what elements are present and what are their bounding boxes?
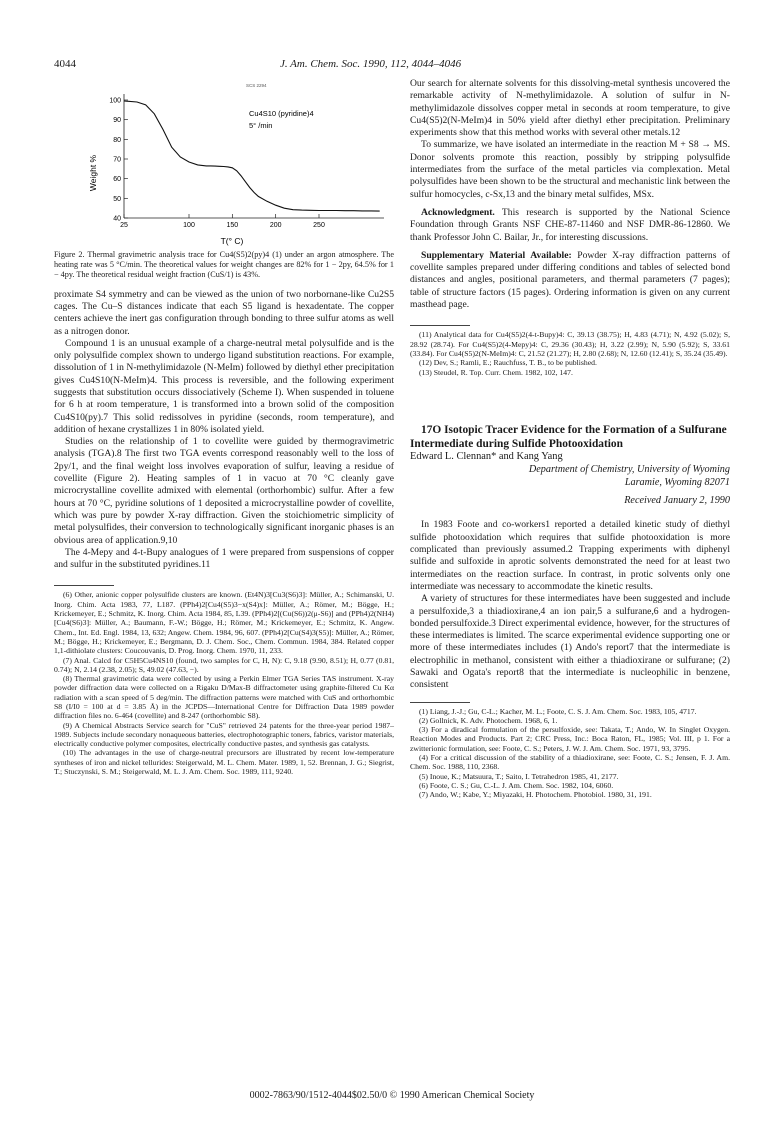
article-footnotes	[410, 707, 730, 800]
right-paragraph-1: Our search for alternate solvents for this dissolving-metal synthesis uncovered the remarkable activity of N-methylimidazole. A solution of sulfur in N-methylimidazole dissolves copper metal in seconds at room temperature, to give Cu4(S5)2(N-MeIm)4 in 50% yield after diethyl ether precipitation. Preliminary experiments show that this method works with several other metals.12	[410, 78, 730, 139]
right-paragraph-2: To summarize, we have isolated an intermediate in the reaction M + S8 → MS. Donor solvents promote this reaction, possibly by stripping polysulfide intermediates from the surface of the metal particles via complexation. Metal polysulfides have been shown to be the structural and mechanistic link between the sulfur homocycles, c-Sx,13 and the binary metal sulfides, MSx.	[410, 139, 730, 200]
chart-legend-line-2: 5° /min	[249, 121, 273, 130]
left-paragraph-1: proximate S4 symmetry and can be viewed as the union of two norbornane-like Cu2S5 cages. The Cu–S distances indicate that each S5 ligand is hexadentate. The copper centers achieve the inert gas configuration through bonding to three sulfur atoms as well as a nitrogen donor.	[54, 288, 394, 337]
chart-xlabel: T(° C)	[220, 236, 244, 246]
received-date: Received January 2, 1990	[624, 495, 730, 507]
x-tick-label: 250	[313, 222, 325, 229]
x-tick-label: 200	[269, 222, 282, 229]
footnote-6: (6) Other, anionic copper polysulfide clusters are known. (Et4N)3[Cu3(S6)3]: Müller, A.; Schimanski, U. Inorg. Chim. Acta 1983, 77, L187. (PPh4)2[Cu4(S5)3−x(S4)x]: Müller, A.; Römer, M.; Bögge, H.; Krickemeyer, E.; Schmitz, K. Inorg. Chim. Acta 1984, 85, L39. (PPh4)2[(Cu(S6))2(μ-S6)] and (PPh4)2(NH4)[Cu4(S6)3]: Müller, A.; Baumann, F.-W.; Bögge, H.; Römer, M.; Krickemeyer, E.; Schmitz, K. Angew. Chem., Int. Ed. Engl. 1984, 13, 632; Angew. Chem. 1984, 96, 607. (PPh4)2[Cu(S4)3(S5)]: Müller, A.; Römer, M.; Bögge, H.; Krickemeyer, E.; Bergmann, D. J. Chem. Soc., Chem. Commun. 1984, 384. Related copper 1,1-dithiolate clusters: Coucouvanis, D. Prog. Inorg. Chem. 1970, 11, 233.	[54, 590, 394, 656]
acknowledgment-text: This research is supported by the National Science Foundation through Grants NSF CHE-87-11460 and NSF DMR-86-12860. We thank Professor John C. Bailar, Jr., for interesting discussions.	[410, 206, 730, 243]
acknowledgment-heading: Acknowledgment.	[421, 206, 495, 218]
chart-legend-line-1: Cu4S10 (pyridine)4	[249, 109, 314, 118]
footnote-rule	[410, 325, 470, 326]
right-footnotes	[410, 330, 730, 376]
y-tick-label: 90	[113, 117, 121, 125]
footnote-rule	[410, 702, 470, 703]
acknowledgment	[410, 207, 730, 244]
left-paragraph-4: The 4-Mepy and 4-t-Bupy analogues of 1 were prepared from suspensions of copper and sulfur in the substituted pyridines.11	[54, 546, 394, 571]
article-footnote-1: (1) Liang, J.-J.; Gu, C-L.; Kacher, M. L.; Foote, C. S. J. Am. Chem. Soc. 1983, 105, 4717.	[419, 706, 697, 716]
article-footnote-7: (7) Ando, W.; Kabe, Y.; Miyazaki, H. Photochem. Photobiol. 1980, 31, 191.	[419, 790, 652, 800]
figure-caption: Figure 2. Thermal gravimetric analysis trace for Cu4(S5)2(py)4 (1) under an argon atmosphere. The heating rate was 5 °C/min. The theoretical values for weight changes are 82% for 1 − 2py, 64.5% for 1 − 4py. The theoretical residual weight fraction (CuS/1) is 43%.	[54, 250, 394, 280]
article-footnote-4: (4) For a critical discussion of the stability of a thiadioxirane, see: Foote, C. S.; Jensen, F. J. Am. Chem. Soc. 1988, 110, 2368.	[410, 753, 730, 772]
page-footer: 0002-7863/90/1512-4044$02.50/0 © 1990 American Chemical Society	[249, 1090, 535, 1101]
footnote-8: (8) Thermal gravimetric data were collected by using a Perkin Elmer TGA Series TAS instrument. X-ray powder diffraction data were collected on a Rigaku D/Max-B diffractometer using graphite-filtered Cu Kα radiation with a scan speed of 5 deg/min. The diffraction patterns were matched with CuS and orthorhombic S8 (I/I0 = 100 at d = 3.85 Å) in the JCPDS—International Centre for Diffraction Data 1989 powder diffraction files no. 6-464 (covellite) and 8-247 (orthorhombic S8).	[54, 674, 394, 721]
supplementary-text: Powder X-ray diffraction patterns of covellite samples prepared under differing conditions and tables of selected bond distances and angles, positional parameters, and thermal parameters (7 pages); table of structure factors (15 pages). Ordering information is given on any current masthead page.	[410, 249, 731, 311]
chart-stamp: SCS 2294	[246, 83, 267, 88]
page-number: 4044	[54, 58, 76, 70]
y-tick-label: 50	[113, 195, 121, 203]
x-tick-label: 150	[226, 222, 239, 229]
footnote-9: (9) A Chemical Abstracts Service search for "CuS" retrieved 24 patents for the three-year period 1987–1989. Subjects include secondary nonaqueous batteries, electrophotographic toners, fabrics, varistor materials, electrically conductive polymer composites, electrically conductive pastes, and synthesis gas catalysts.	[54, 720, 394, 749]
y-tick-label: 40	[113, 215, 121, 223]
article-paragraph-1: In 1983 Foote and co-workers1 reported a detailed kinetic study of diethyl sulfide photooxidation which requires that sulfide photooxidation is more complicated than previously assumed.2 Trapping experiments with diphenyl sulfide and sulfoxide in aprotic solvents demonstrated the need for at least two intermediates on the reaction surface. In contrast, in protic solvents only one intermediate was necessary to accommodate the kinetic results.	[410, 519, 730, 592]
supplementary-heading: Supplementary Material Available:	[421, 249, 572, 261]
article-footnote-2: (2) Gollnick, K. Adv. Photochem. 1968, 6, 1.	[419, 715, 558, 725]
affiliation-line-1: Department of Chemistry, University of Wyoming	[528, 464, 730, 476]
footnote-12: (12) Dev, S.; Ramli, E.; Rauchfuss, T. B., to be published.	[419, 358, 597, 368]
x-tick-label: 100	[183, 222, 195, 229]
right-column	[410, 78, 730, 800]
journal-header: J. Am. Chem. Soc. 1990, 112, 4044–4046	[280, 58, 462, 70]
footnote-13: (13) Steudel, R. Top. Curr. Chem. 1982, 102, 147.	[419, 367, 573, 377]
chart-ylabel: Weight %	[88, 154, 98, 192]
article-title: 17O Isotopic Tracer Evidence for the Formation of a Sulfurane Intermediate during Sulfide Photooxidation	[410, 423, 727, 450]
footnote-7: (7) Anal. Calcd for C5H5Cu4NS10 (found, two samples for C, H, N): C, 9.18 (9.90, 8.51); H, 0.77 (0.81, 0.74); N, 2.14 (2.38, 2.05); S, 49.02 (47.63, −).	[54, 655, 394, 674]
left-column	[54, 78, 394, 776]
article-authors: Edward L. Clennan* and Kang Yang	[410, 450, 563, 462]
footnote-rule	[54, 585, 114, 586]
left-footnotes	[54, 590, 394, 776]
supplementary-material	[410, 250, 730, 311]
y-tick-label: 100	[109, 97, 121, 105]
y-tick-label: 70	[113, 156, 121, 164]
article-paragraph-2: A variety of structures for these intermediates have been suggested and include a persulfoxide,3 a thiadioxirane,4 an ion pair,5 a sulfurane,6 and a hydrogen-bonded persulfoxide.3 Direct experimental evidence, however, for the structures of these intermediates is limited. The scarce experimental evidence supporting one or more of these intermediates includes (1) Ando's report7 that the intermediate is electrophilic in methanol, consistent with either a thiadioxirane or sulfurane; (2) Sawaki and Ogata's report8 that the intermediate is nucleophilic in benzene, consistent	[410, 593, 730, 691]
article-footnote-3: (3) For a diradical formulation of the persulfoxide, see: Takata, T.; Ando, W. In Singlet Oxygen. Reaction Modes and Products. Part 2; CRC Press, Inc.: Boca Raton, FL, 1985; Vol. III, p 1. For a zwitterionic formulation, see: Foote, C. S.; Peters, J. W. J. Am. Chem. Soc. 1971, 93, 3795.	[410, 725, 730, 753]
footnote-11: (11) Analytical data for Cu4(S5)2(4-t-Bupy)4: C, 39.13 (38.75); H, 4.83 (4.71); N, 4.92 (5.02); S, 28.92 (28.74). For Cu4(S5)2(4-Mepy)4: C, 29.36 (30.43); H, 3.22 (2.99); N, 5.90 (5.92); S, 33.61 (33.84). For Cu4(S5)2(N-MeIm)4: C, 21.52 (21.27); H, 2.80 (2.68); N, 12.60 (12.41); S, 35.24 (35.49).	[410, 330, 730, 358]
figure-2	[54, 78, 394, 248]
tga-chart	[54, 78, 394, 248]
left-paragraph-3: Studies on the relationship of 1 to covellite were guided by thermogravimetric analysis (TGA).8 The first two TGA events correspond reasonably well to the loss of 2py/1, and the final weight loss involves evaporation of sulfur, leaving a residue of covellite (Figure 2). Heating samples of 1 in vacuo at 70 °C cleanly gave microcrystalline covellite admixed with elemental (orthorhombic) sulfur. After a few hours at 70 °C, pyridine solutions of 1 deposited a microcrystalline powder of covellite, which was pure by powder X-ray diffraction. Given the stoichiometric simplicity of metal polysulfides, their conversion to technologically significant inorganic phases is an obvious area of application.9,10	[54, 436, 394, 546]
footnote-10: (10) The advantages in the use of charge-neutral precursors are illustrated by recent low-temperature syntheses of iron and nickel tellurides: Steigerwald, M. L. Chem. Mater. 1989, 1, 52. Brennan, J. G.; Siegrist, T.; Stuczynski, S. M.; Steigerwald, M. L. J. Am. Chem. Soc. 1989, 111, 9240.	[54, 748, 394, 777]
y-tick-label: 80	[113, 136, 121, 144]
article-footnote-6: (6) Foote, C. S.; Gu, C.-L. J. Am. Chem. Soc. 1982, 104, 6060.	[419, 780, 614, 790]
y-tick-label: 60	[113, 176, 121, 184]
article-2	[410, 423, 730, 800]
article-footnote-5: (5) Inoue, K.; Matsuura, T.; Saito, I. Tetrahedron 1985, 41, 2177.	[419, 771, 619, 781]
left-paragraph-2: Compound 1 is an unusual example of a charge-neutral metal polysulfide and is the only polysulfide complex shown to undergo ligand substitution reactions. For example, dissolution of 1 in N-methylimidazole (N-MeIm) followed by diethyl ether precipitation gives Cu4S10(N-MeIm)4. This process is reversible, and the following experiment suggests that substitution occurs dissociatively (Scheme I). When suspended in toluene for 6 h at room temperature, 1 is transformed into a brown solid of the composition Cu4S10(py).7 This solid redissolves in pyridine (seconds, room temperature), and addition of hexane crystallizes 1 in 80% isolated yield.	[54, 337, 394, 435]
affiliation-line-2: Laramie, Wyoming 82071	[624, 477, 730, 489]
x-tick-label: 25	[120, 222, 128, 229]
